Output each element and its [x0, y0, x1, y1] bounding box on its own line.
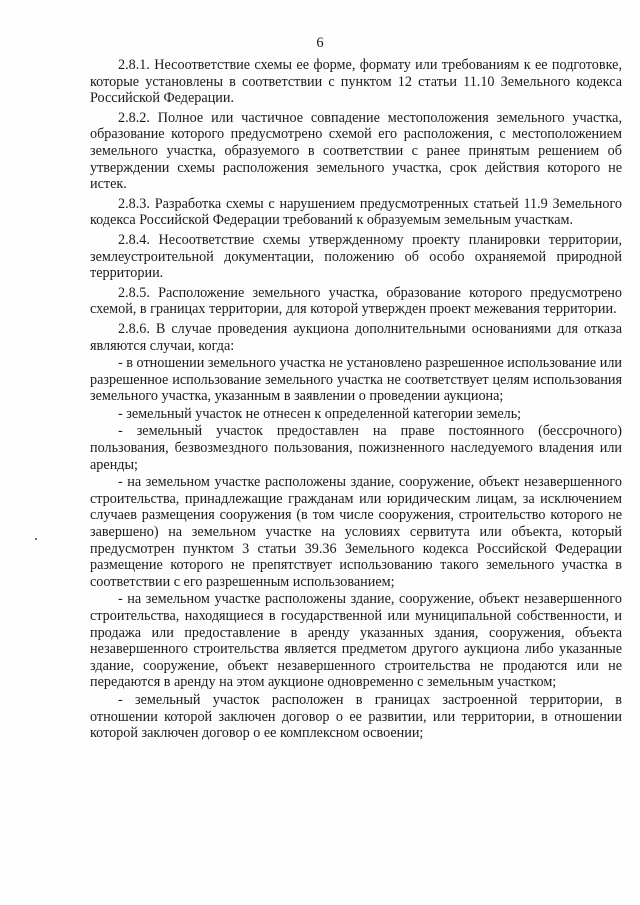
paragraph-2-8-3: 2.8.3. Разработка схемы с нарушением предусмотренных статьей 11.9 Земельного кодекса Российской Федерации требований к образуемым земельным участкам.	[90, 195, 622, 229]
paragraph-2-8-1: 2.8.1. Несоответствие схемы ее форме, формату или требованиям к ее подготовке, которые установлены в соответствии с пунктом 12 статьи 11.10 Земельного кодекса Российской Федерации.	[90, 57, 622, 107]
paragraph-2-8-4: 2.8.4. Несоответствие схемы утвержденному проекту планировки территории, землеустроительной документации, положению об особо охраняемой природной территории.	[90, 231, 622, 282]
paragraph-2-8-6: 2.8.6. В случае проведения аукциона дополнительными основаниями для отказа являются случаи, когда:	[90, 320, 622, 354]
list-item-built-up-territory: - земельный участок расположен в границах застроенной территории, в отношении которой заключен договор о ее развитии, или территории, в отношении которой заключен договор о ее комплексном освоении;	[90, 691, 622, 742]
scan-artifact-dot	[35, 538, 37, 540]
document-body	[90, 57, 622, 743]
paragraph-2-8-5: 2.8.5. Расположение земельного участка, образование которого предусмотрено схемой, в границах территории, для которой утвержден проект межевания территории.	[90, 284, 622, 318]
list-item-land-category: - земельный участок не отнесен к определенной категории земель;	[118, 405, 522, 422]
list-item-public-buildings: - на земельном участке расположены здание, сооружение, объект незавершенного строительства, находящиеся в государственной или муниципальной собственности, и продажа или предоставление в аренду указанных здания, сооружения, объекта незавершенного строительства является предметом другого аукциона либо указанные здание, сооружение, объект незавершенного строительства не продаются или не передаются в аренду на этом аукционе одновременно с земельным участком;	[90, 591, 622, 691]
list-item-land-rights: - земельный участок предоставлен на праве постоянного (бессрочного) пользования, безвозмездного пользования, пожизненного наследуемого владения или аренды;	[90, 423, 622, 473]
list-item-private-buildings: - на земельном участке расположены здание, сооружение, объект незавершенного строительства, принадлежащие гражданам или юридическим лицам, за исключением случаев размещения сооружения (в том числе сооружения, строительство которого не завершено) на земельном участке на условиях сервитута или объекта, который предусмотрен пунктом 3 статьи 39.36 Земельного кодекса Российской Федерации размещение которого не препятствует использованию такого земельного участка в соответствии с его разрешенным использованием;	[90, 474, 622, 590]
paragraph-2-8-2: 2.8.2. Полное или частичное совпадение местоположения земельного участка, образование которого предусмотрено схемой его расположения, с местоположением земельного участка, образуемого в соответствии с ранее принятым решением об утверждении схемы расположения земельного участка, срок действия которого не истек.	[90, 109, 622, 193]
list-item-permitted-use: - в отношении земельного участка не установлено разрешенное использование или разрешенное использование земельного участка не соответствует целям использования земельного участка, указанным в заявлении о проведении аукциона;	[90, 355, 622, 405]
page-number: 6	[316, 35, 324, 51]
